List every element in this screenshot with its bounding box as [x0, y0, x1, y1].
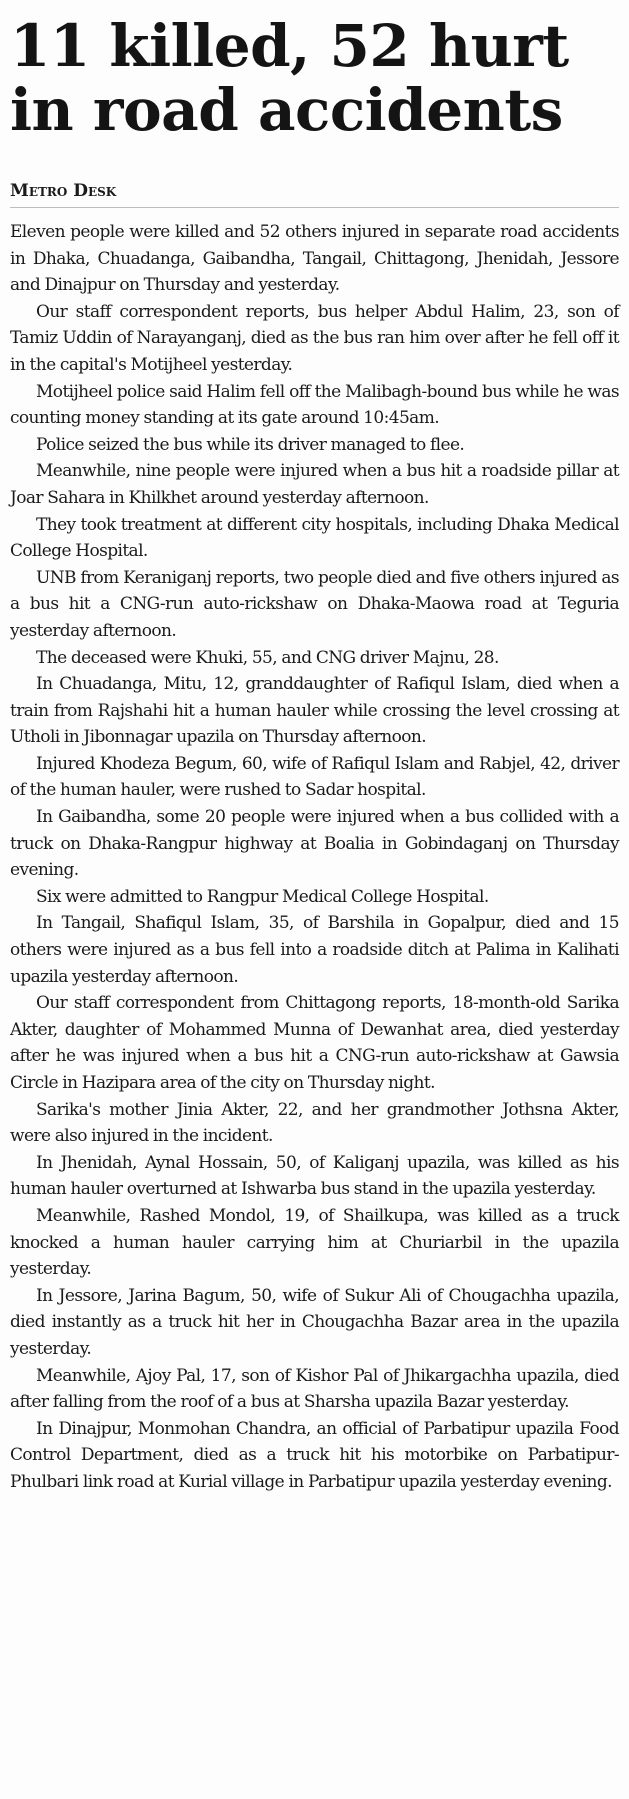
paragraph: In Jhenidah, Aynal Hossain, 50, of Kaliganj upazila, was killed as his human hauler overturned at Ishwarba bus stand in the upazila yesterday. [10, 1152, 619, 1200]
paragraph: Police seized the bus while its driver managed to flee. [36, 434, 465, 455]
paragraph: The deceased were Khuki, 55, and CNG driver Majnu, 28. [36, 647, 499, 668]
headline-line-2: in road accidents [10, 76, 563, 144]
paragraph: Injured Khodeza Begum, 60, wife of Rafiqul Islam and Rabjel, 42, driver of the human hauler, were rushed to Sadar hospital. [10, 753, 619, 801]
paragraph: Meanwhile, Ajoy Pal, 17, son of Kishor Pal of Jhikargachha upazila, died after falling from the roof of a bus at Sharsha upazila Bazar yesterday. [10, 1365, 619, 1413]
headline [10, 14, 619, 142]
paragraph: Six were admitted to Rangpur Medical College Hospital. [36, 886, 489, 907]
paragraph: Meanwhile, nine people were injured when a bus hit a roadside pillar at Joar Sahara in Khilkhet around yesterday afternoon. [10, 461, 619, 508]
headline-line-1: 11 killed, 52 hurt [10, 12, 569, 80]
paragraph: UNB from Keraniganj reports, two people died and five others injured as a bus hit a CNG-run auto-rickshaw on Dhaka-Maowa road at Teguria yesterday afternoon. [10, 567, 619, 641]
article-body [10, 219, 619, 1496]
paragraph: Eleven people were killed and 52 others injured in separate road accidents in Dhaka, Chuadanga, Gaibandha, Tangail, Chittagong, Jhenidah, Jessore and Dinajpur on Thursday and yesterday. [10, 222, 619, 296]
paragraph: Our staff correspondent from Chittagong reports, 18-month-old Sarika Akter, daughter of Mohammed Munna of Dewanhat area, died yesterday after he was injured when a bus hit a CNG-run auto-rickshaw at Gawsia Circle in Hazipara area of the city on Thursday night. [10, 993, 619, 1093]
paragraph: In Jessore, Jarina Bagum, 50, wife of Sukur Ali of Chougachha upazila, died instantly as a truck hit her in Chougachha Bazar area in the upazila yesterday. [10, 1285, 619, 1359]
paragraph: Our staff correspondent reports, bus helper Abdul Halim, 23, son of Tamiz Uddin of Narayanganj, died as the bus ran him over after he fell off it in the capital's Motijheel yesterday. [10, 301, 619, 375]
paragraph: In Gaibandha, some 20 people were injured when a bus collided with a truck on Dhaka-Rangpur highway at Boalia in Gobindaganj on Thursday evening. [10, 807, 619, 881]
paragraph: Motijheel police said Halim fell off the Malibagh-bound bus while he was counting money standing at its gate around 10:45am. [10, 381, 619, 429]
paragraph: In Dinajpur, Monmohan Chandra, an official of Parbatipur upazila Food Control Department, died as a truck hit his motorbike on Parbatipur-Phulbari link road at Kurial village in Parbatipur upazila yesterday evening. [10, 1418, 619, 1492]
paragraph: They took treatment at different city hospitals, including Dhaka Medical College Hospital. [10, 514, 619, 562]
byline-desk: Metro Desk [10, 180, 619, 208]
paragraph: In Chuadanga, Mitu, 12, granddaughter of Rafiqul Islam, died when a train from Rajshahi hit a human hauler while crossing the level crossing at Utholi in Jibonnagar upazila on Thursday afternoon. [10, 674, 619, 748]
paragraph: In Tangail, Shafiqul Islam, 35, of Barshila in Gopalpur, died and 15 others were injured as a bus fell into a roadside ditch at Palima in Kalihati upazila yesterday afternoon. [10, 913, 619, 987]
paragraph: Meanwhile, Rashed Mondol, 19, of Shailkupa, was killed as a truck knocked a human hauler carrying him at Churiarbil in the upazila yesterday. [10, 1205, 619, 1280]
paragraph: Sarika's mother Jinia Akter, 22, and her grandmother Jothsna Akter, were also injured in the incident. [10, 1099, 619, 1147]
